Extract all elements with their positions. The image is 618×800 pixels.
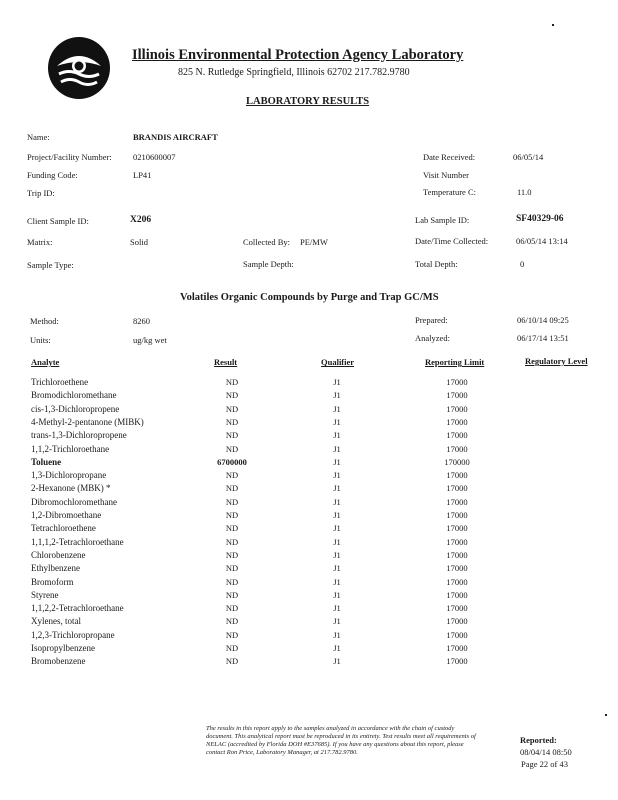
reported-value: 08/04/14 08:50 — [520, 747, 572, 757]
method-label: Method: — [30, 316, 59, 326]
qualifier-cell: J1 — [333, 603, 341, 613]
result-cell: ND — [225, 616, 239, 626]
qualifier-cell: J1 — [333, 643, 341, 653]
analyte-cell: Xylenes, total — [31, 616, 81, 626]
reporting-limit-cell: 17000 — [446, 430, 468, 440]
analyte-cell: Isopropylbenzene — [31, 643, 95, 653]
qualifier-cell: J1 — [333, 563, 341, 573]
result-cell: ND — [225, 483, 239, 493]
analyte-cell: Dibromochloromethane — [31, 497, 117, 507]
analyte-cell: Toluene — [31, 457, 62, 467]
iepa-logo-icon — [47, 36, 111, 100]
reporting-limit-cell: 17000 — [446, 656, 468, 666]
analyte-cell: cis-1,3-Dichloropropene — [31, 404, 120, 414]
result-cell: ND — [225, 377, 239, 387]
project-label: Project/Facility Number: — [27, 152, 112, 162]
reporting-limit-cell: 17000 — [446, 483, 468, 493]
column-header-result: Result — [214, 357, 238, 367]
name-label: Name: — [27, 132, 50, 142]
result-cell: ND — [225, 430, 239, 440]
result-cell: ND — [225, 523, 239, 533]
result-cell: ND — [225, 497, 239, 507]
organization-address: 825 N. Rutledge Springfield, Illinois 62702 217.782.9780 — [178, 67, 410, 78]
name-value: BRANDIS AIRCRAFT — [133, 132, 218, 142]
qualifier-cell: J1 — [333, 404, 341, 414]
qualifier-cell: J1 — [333, 483, 341, 493]
qualifier-cell: J1 — [333, 377, 341, 387]
total-depth-label: Total Depth: — [415, 259, 458, 269]
result-cell: ND — [225, 417, 239, 427]
document-title: LABORATORY RESULTS — [246, 96, 370, 107]
lab-sample-value: SF40329-06 — [516, 214, 564, 224]
analyte-cell: Styrene — [31, 590, 59, 600]
qualifier-cell: J1 — [333, 577, 341, 587]
trip-label: Trip ID: — [27, 188, 55, 198]
reporting-limit-cell: 17000 — [446, 603, 468, 613]
reporting-limit-cell: 17000 — [446, 497, 468, 507]
lab-sample-label: Lab Sample ID: — [415, 215, 470, 225]
analyzed-value: 06/17/14 13:51 — [517, 333, 569, 343]
qualifier-cell: J1 — [333, 457, 341, 467]
analyte-cell: 1,2,3-Trichloropropane — [31, 630, 115, 640]
client-sample-label: Client Sample ID: — [27, 216, 89, 226]
result-cell: ND — [225, 550, 239, 560]
analyte-cell: 1,3-Dichloropropane — [31, 470, 107, 480]
datetime-collected-value: 06/05/14 13:14 — [516, 236, 568, 246]
reporting-limit-cell: 17000 — [446, 590, 468, 600]
total-depth-value: 0 — [520, 259, 525, 269]
qualifier-cell: J1 — [333, 616, 341, 626]
reporting-limit-cell: 17000 — [446, 404, 468, 414]
result-cell: ND — [225, 404, 239, 414]
collected-by-label: Collected By: — [243, 237, 290, 247]
qualifier-cell: J1 — [333, 444, 341, 454]
sample-type-label: Sample Type: — [27, 260, 74, 270]
section-title: Volatiles Organic Compounds by Purge and Trap GC/MS — [180, 292, 439, 303]
date-received-label: Date Received: — [423, 152, 476, 162]
temperature-label: Temperature C: — [423, 187, 476, 197]
page-number: Page 22 of 43 — [521, 759, 568, 769]
reporting-limit-cell: 17000 — [446, 470, 468, 480]
qualifier-cell: J1 — [333, 630, 341, 640]
prepared-value: 06/10/14 09:25 — [517, 315, 569, 325]
analyzed-label: Analyzed: — [415, 333, 450, 343]
result-cell: ND — [225, 563, 239, 573]
reporting-limit-cell: 17000 — [446, 630, 468, 640]
temperature-value: 11.0 — [517, 187, 532, 197]
reporting-limit-cell: 17000 — [446, 643, 468, 653]
sample-depth-label: Sample Depth: — [243, 259, 294, 269]
project-value: 0210600007 — [133, 152, 176, 162]
units-label: Units: — [30, 335, 51, 345]
analyte-cell: Bromodichloromethane — [31, 390, 117, 400]
result-cell: ND — [225, 390, 239, 400]
matrix-label: Matrix: — [27, 237, 53, 247]
reporting-limit-cell: 17000 — [446, 537, 468, 547]
result-cell: ND — [225, 537, 239, 547]
result-cell: 6700000 — [217, 457, 247, 467]
analyte-cell: 4-Methyl-2-pentanone (MIBK) — [31, 417, 144, 427]
result-cell: ND — [225, 643, 239, 653]
result-cell: ND — [225, 470, 239, 480]
qualifier-cell: J1 — [333, 390, 341, 400]
datetime-collected-label: Date/Time Collected: — [415, 236, 489, 246]
analyte-cell: 1,2-Dibromoethane — [31, 510, 102, 520]
analyte-cell: 1,1,1,2-Tetrachloroethane — [31, 537, 124, 547]
qualifier-cell: J1 — [333, 497, 341, 507]
report-disclaimer: The results in this report apply to the samples analyzed in accordance with the chain of custody document. This analytical report must be reproduced in its entirety. Test results meet all requirements of NELAC (accredited by Florida DOH #E37685). If you have any questions about this report, please contact Ron Price, Laboratory Manager, at 217.782.9780. — [206, 725, 476, 756]
qualifier-cell: J1 — [333, 510, 341, 520]
reporting-limit-cell: 17000 — [446, 577, 468, 587]
reporting-limit-cell: 17000 — [446, 390, 468, 400]
result-cell: ND — [225, 510, 239, 520]
scan-speck — [605, 714, 607, 716]
reporting-limit-cell: 17000 — [446, 510, 468, 520]
analyte-cell: Ethylbenzene — [31, 563, 80, 573]
analyte-cell: Tetrachloroethene — [31, 523, 96, 533]
result-cell: ND — [225, 590, 239, 600]
reporting-limit-cell: 17000 — [446, 616, 468, 626]
column-header-regulatory-level: Regulatory Level — [525, 356, 588, 366]
qualifier-cell: J1 — [333, 550, 341, 560]
analyte-cell: Bromoform — [31, 577, 74, 587]
reporting-limit-cell: 170000 — [444, 457, 470, 467]
column-header-reporting-limit: Reporting Limit — [425, 357, 485, 367]
scan-speck — [552, 24, 554, 26]
reporting-limit-cell: 17000 — [446, 523, 468, 533]
reporting-limit-cell: 17000 — [446, 563, 468, 573]
analyte-cell: Trichloroethene — [31, 377, 89, 387]
client-sample-value: X206 — [130, 215, 152, 225]
qualifier-cell: J1 — [333, 417, 341, 427]
column-header-analyte: Analyte — [31, 357, 60, 367]
qualifier-cell: J1 — [333, 430, 341, 440]
result-cell: ND — [225, 444, 239, 454]
analyte-cell: trans-1,3-Dichloropropene — [31, 430, 127, 440]
qualifier-cell: J1 — [333, 470, 341, 480]
analyte-cell: Bromobenzene — [31, 656, 86, 666]
collected-by-value: PE/MW — [300, 237, 328, 247]
analyte-cell: Chlorobenzene — [31, 550, 86, 560]
result-cell: ND — [225, 603, 239, 613]
result-cell: ND — [225, 656, 239, 666]
reporting-limit-cell: 17000 — [446, 550, 468, 560]
analyte-cell: 2-Hexanone (MBK) * — [31, 483, 111, 493]
column-header-qualifier: Qualifier — [321, 357, 355, 367]
visit-label: Visit Number — [423, 170, 469, 180]
funding-label: Funding Code: — [27, 170, 78, 180]
reporting-limit-cell: 17000 — [446, 444, 468, 454]
reporting-limit-cell: 17000 — [446, 377, 468, 387]
date-received-value: 06/05/14 — [513, 152, 544, 162]
units-value: ug/kg wet — [133, 335, 167, 345]
qualifier-cell: J1 — [333, 656, 341, 666]
reporting-limit-cell: 17000 — [446, 417, 468, 427]
qualifier-cell: J1 — [333, 537, 341, 547]
funding-value: LP41 — [133, 170, 152, 180]
method-value: 8260 — [133, 316, 150, 326]
reported-label: Reported: — [520, 735, 557, 745]
qualifier-cell: J1 — [333, 523, 341, 533]
result-cell: ND — [225, 630, 239, 640]
result-cell: ND — [225, 577, 239, 587]
prepared-label: Prepared: — [415, 315, 448, 325]
organization-name: Illinois Environmental Protection Agency Laboratory — [132, 47, 464, 63]
qualifier-cell: J1 — [333, 590, 341, 600]
analyte-cell: 1,1,2-Trichloroethane — [31, 444, 110, 454]
matrix-value: Solid — [130, 237, 148, 247]
analyte-cell: 1,1,2,2-Tetrachloroethane — [31, 603, 124, 613]
